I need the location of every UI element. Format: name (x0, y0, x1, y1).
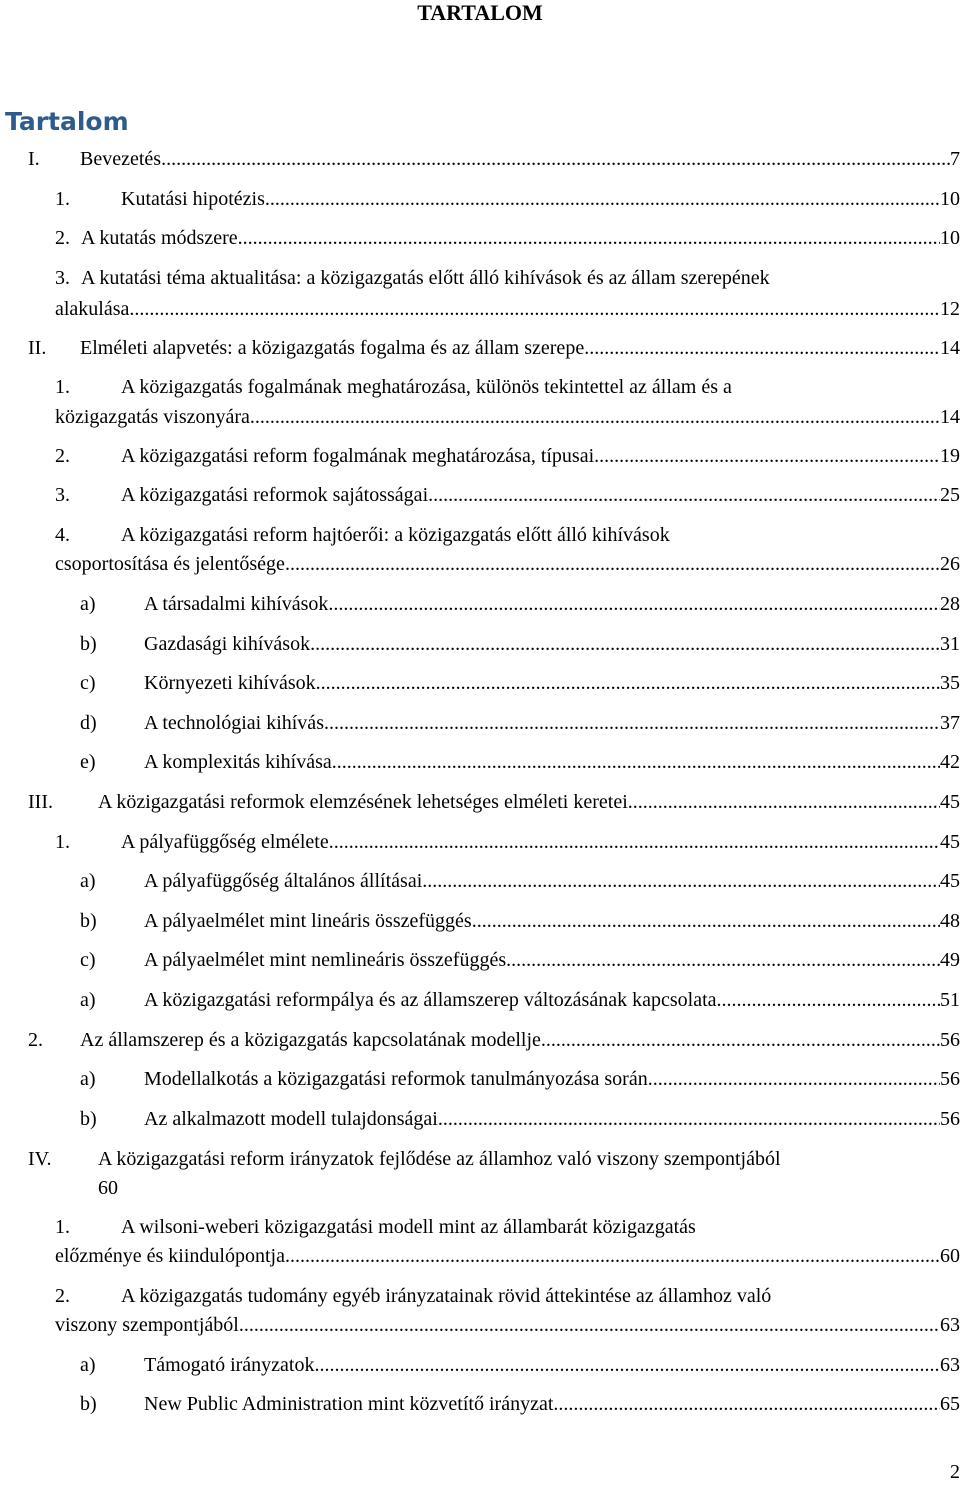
toc-entry-text: Kutatási hipotézis (121, 188, 265, 210)
toc-entry-text: A közigazgatási reform irányzatok fejlődése az államhoz való viszony szempontjából (98, 1148, 781, 1170)
toc-entry-text: A pályaelmélet mint nemlineáris összefüggés (144, 949, 507, 971)
toc-entry-text: A pályafüggőség elmélete (121, 831, 329, 853)
toc-entry-number: b) (80, 633, 97, 655)
toc-entry-text: A pályaelmélet mint lineáris összefüggés (144, 910, 472, 932)
toc-entry[interactable] (55, 183, 960, 215)
toc-entry[interactable] (28, 786, 960, 818)
toc-entry[interactable] (80, 865, 960, 897)
toc-leader-dots (553, 1388, 940, 1420)
toc-entry-number: e) (80, 751, 96, 773)
toc-entry-number: a) (80, 1354, 96, 1376)
toc-entry-number: b) (80, 1393, 97, 1415)
toc-leader-dots (316, 667, 940, 699)
toc-leader-dots (648, 1063, 940, 1095)
toc-entry-text: A technológiai kihívás (144, 712, 324, 734)
toc-entry-number: 3. (55, 484, 70, 506)
toc-leader-dots (285, 1240, 940, 1272)
toc-entry-page: 63 (940, 1314, 960, 1336)
toc-leader-dots (310, 628, 940, 660)
toc-entry-continuation[interactable] (55, 1240, 960, 1272)
toc-entry-page: 65 (940, 1393, 960, 1415)
toc-leader-dots (129, 293, 940, 325)
toc-entry-number: a) (80, 593, 96, 615)
toc-entry[interactable] (28, 143, 960, 175)
toc-entry-page: 28 (940, 593, 960, 615)
toc-entry-number: II. (28, 337, 47, 359)
toc-leader-dots (161, 143, 950, 175)
toc-entry-page: 42 (940, 751, 960, 773)
toc-entry-text-cont: előzménye és kiindulópontja (55, 1245, 285, 1267)
toc-entry[interactable] (55, 519, 670, 551)
toc-entry-page: 60 (98, 1177, 118, 1199)
toc-entry-page: 48 (940, 910, 960, 932)
toc-entry[interactable] (80, 984, 960, 1016)
toc-entry-page: 51 (940, 989, 960, 1011)
toc-leader-dots (438, 1103, 940, 1135)
toc-entry[interactable] (55, 826, 960, 858)
toc-entry[interactable] (28, 1143, 781, 1175)
toc-entry-page: 45 (940, 831, 960, 853)
toc-entry-text-cont: viszony szempontjából (55, 1314, 239, 1336)
toc-entry[interactable] (55, 262, 770, 294)
toc-entry-page: 56 (940, 1068, 960, 1090)
toc-entry-page: 26 (940, 553, 960, 575)
toc-leader-dots (506, 944, 940, 976)
toc-entry-text: Elméleti alapvetés: a közigazgatás fogalma és az állam szerepe (80, 337, 585, 359)
toc-entry-number: b) (80, 910, 97, 932)
toc-entry-text: A társadalmi kihívások (144, 593, 329, 615)
toc-entry-continuation[interactable] (55, 293, 960, 325)
toc-leader-dots (332, 746, 940, 778)
toc-entry-text: A közigazgatási reform fogalmának meghatározása, típusai (121, 445, 595, 467)
toc-leader-dots (239, 1309, 940, 1341)
toc-leader-dots (472, 905, 940, 937)
toc-entry-number: 1. (55, 1216, 70, 1238)
toc-entry[interactable] (28, 332, 960, 364)
toc-entry[interactable] (55, 1280, 771, 1312)
toc-entry-page: 14 (940, 337, 960, 359)
toc-entry-continuation[interactable] (98, 1172, 118, 1204)
toc-entry[interactable] (80, 667, 960, 699)
toc-leader-dots (428, 479, 940, 511)
toc-title: Tartalom (5, 107, 129, 136)
toc-entry[interactable] (55, 222, 960, 254)
toc-leader-dots (717, 984, 941, 1016)
toc-entry-text: Bevezetés (80, 148, 162, 170)
toc-leader-dots (238, 222, 940, 254)
toc-leader-dots (541, 1024, 940, 1056)
toc-leader-dots (324, 707, 940, 739)
toc-leader-dots (250, 401, 940, 433)
toc-entry-page: 37 (940, 712, 960, 734)
toc-leader-dots (594, 440, 940, 472)
toc-entry-text: A közigazgatás fogalmának meghatározása, különös tekintettel az állam és a (121, 376, 732, 398)
toc-leader-dots (628, 786, 940, 818)
toc-entry-number: III. (28, 791, 53, 813)
toc-entry-continuation[interactable] (55, 548, 960, 580)
toc-entry-page: 49 (940, 949, 960, 971)
toc-entry-text: A közigazgatás tudomány egyéb irányzatainak rövid áttekintése az államhoz való (121, 1285, 772, 1307)
toc-entry-text: A közigazgatási reformok elemzésének lehetséges elméleti keretei (98, 791, 628, 813)
toc-entry[interactable] (55, 1211, 696, 1243)
toc-entry-page: 10 (940, 188, 960, 210)
toc-entry-number: 2. (28, 1029, 43, 1051)
toc-entry[interactable] (80, 707, 960, 739)
toc-entry-number: c) (80, 949, 96, 971)
toc-entry[interactable] (55, 440, 960, 472)
toc-entry-number: 4. (55, 524, 70, 546)
toc-entry-page: 45 (940, 870, 960, 892)
toc-entry-number: 2. (55, 1285, 70, 1307)
toc-entry-number: d) (80, 712, 97, 734)
toc-entry-page: 56 (940, 1108, 960, 1130)
toc-leader-dots (265, 183, 940, 215)
toc-entry-page: 56 (940, 1029, 960, 1051)
toc-entry-text-cont: csoportosítása és jelentősége (55, 553, 285, 575)
toc-entry-text: New Public Administration mint közvetítő irányzat (144, 1393, 554, 1415)
toc-entry-text: A pályafüggőség általános állításai (144, 870, 423, 892)
toc-entry[interactable] (55, 479, 960, 511)
toc-entry[interactable] (80, 1388, 960, 1420)
toc-entry[interactable] (80, 944, 960, 976)
toc-entry-page: 10 (940, 227, 960, 249)
toc-entry[interactable] (80, 628, 960, 660)
toc-entry-page: 35 (940, 672, 960, 694)
toc-entry-text: A közigazgatási reformok sajátosságai (121, 484, 429, 506)
toc-entry-text: Gazdasági kihívások (144, 633, 311, 655)
toc-leader-dots (285, 548, 940, 580)
toc-entry-text-cont: alakulása (55, 298, 130, 320)
toc-leader-dots (329, 826, 940, 858)
page-header: TARTALOM (417, 0, 543, 25)
toc-entry-number: 1. (55, 376, 70, 398)
toc-entry-number: a) (80, 870, 96, 892)
toc-entry-page: 12 (940, 298, 960, 320)
toc-entry-number: a) (80, 989, 96, 1011)
toc-entry-number: a) (80, 1068, 96, 1090)
toc-entry-text: A komplexitás kihívása (144, 751, 332, 773)
toc-entry-page: 63 (940, 1354, 960, 1376)
toc-entry-number: c) (80, 672, 96, 694)
toc-entry-text: A kutatás módszere (81, 227, 238, 249)
toc-entry-text: A kutatási téma aktualitása: a közigazgatás előtt álló kihívások és az állam szerepének (81, 267, 770, 289)
toc-entry-page: 14 (940, 406, 960, 428)
toc-entry-continuation[interactable] (55, 401, 960, 433)
toc-entry-page: 45 (940, 791, 960, 813)
toc-entry-number: 1. (55, 831, 70, 853)
toc-leader-dots (584, 332, 940, 364)
toc-entry-page: 60 (940, 1245, 960, 1267)
toc-entry[interactable] (80, 1063, 960, 1095)
toc-leader-dots (315, 1349, 941, 1381)
toc-entry-page: 31 (940, 633, 960, 655)
toc-leader-dots (422, 865, 940, 897)
toc-entry-number: b) (80, 1108, 97, 1130)
toc-entry[interactable] (55, 371, 732, 403)
toc-entry[interactable] (80, 746, 960, 778)
page-number: 2 (950, 1461, 960, 1483)
toc-entry-page: 19 (940, 445, 960, 467)
toc-entry-text: Az államszerep és a közigazgatás kapcsolatának modellje (80, 1029, 541, 1051)
toc-entry-number: 3. (55, 267, 70, 289)
toc-entry-text: Környezeti kihívások (144, 672, 316, 694)
toc-entry-text: A wilsoni-weberi közigazgatási modell mint az állambarát közigazgatás (121, 1216, 696, 1238)
toc-leader-dots (328, 588, 940, 620)
toc-entry-text: A közigazgatási reformpálya és az államszerep változásának kapcsolata (144, 989, 717, 1011)
toc-entry-text: Az alkalmazott modell tulajdonságai (144, 1108, 438, 1130)
toc-entry-text: Modellalkotás a közigazgatási reformok tanulmányozása során (144, 1068, 648, 1090)
toc-entry-number: 2. (55, 445, 70, 467)
toc-entry[interactable] (80, 1103, 960, 1135)
toc-entry-page: 7 (950, 148, 960, 170)
toc-entry-number: I. (28, 148, 40, 170)
toc-entry-page: 25 (940, 484, 960, 506)
toc-entry[interactable] (28, 1024, 960, 1056)
toc-entry-number: IV. (28, 1148, 52, 1170)
toc-entry-text-cont: közigazgatás viszonyára (55, 406, 250, 428)
toc-entry[interactable] (80, 588, 960, 620)
toc-entry-continuation[interactable] (55, 1309, 960, 1341)
toc-entry[interactable] (80, 1349, 960, 1381)
toc-entry-number: 2. (55, 227, 70, 249)
toc-entry-text: A közigazgatási reform hajtóerői: a közigazgatás előtt álló kihívások (121, 524, 670, 546)
toc-entry[interactable] (80, 905, 960, 937)
toc-entry-number: 1. (55, 188, 70, 210)
toc-entry-text: Támogató irányzatok (144, 1354, 315, 1376)
